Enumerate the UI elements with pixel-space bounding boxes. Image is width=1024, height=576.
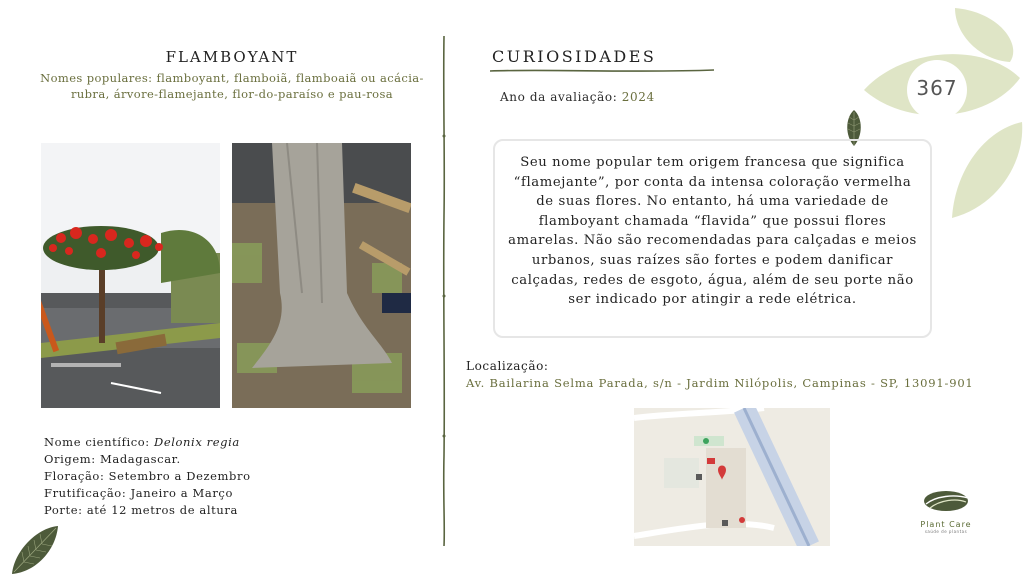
year-label: Ano da avaliação: [500, 90, 622, 104]
column-divider [441, 36, 447, 546]
species-title: FLAMBOYANT [165, 48, 299, 66]
scientific-name-label: Nome científico: [44, 435, 155, 449]
location-map[interactable] [634, 408, 830, 546]
plant-care-logo-icon [920, 488, 972, 514]
location-label: Localização: [466, 359, 549, 373]
curiosities-title: CURIOSIDADES [492, 47, 657, 66]
evaluation-year [500, 90, 655, 104]
plant-care-logo [906, 488, 986, 538]
scientific-name-value: Delonix regia [154, 435, 240, 449]
title-underline [490, 68, 714, 74]
page-number: 367 [916, 76, 958, 100]
popular-names: Nomes populares: flamboyant, flamboiã, flamboaiã ou acácia-rubra, árvore-flamejante, flor-do-paraíso e pau-rosa [40, 71, 424, 101]
location-address: Av. Bailarina Selma Parada, s/n - Jardim Nilópolis, Campinas - SP, 13091-901 [466, 376, 974, 390]
curiosity-text-box: Seu nome popular tem origem francesa que significa “flamejante”, por conta da intensa coloração vermelha de suas flores. No entanto, há uma variedade de flamboyant chamada “flavida” que possui flores amarelas. Não são recomendadas para calçadas e meios urbanos, suas raízes são fortes e podem danificar calçadas, redes de esgoto, água, além de seu porte não ser indicado por atingir a rede elétrica. [493, 139, 932, 338]
size-line: Porte: até 12 metros de altura [44, 503, 238, 517]
fruiting-line: Frutificação: Janeiro a Março [44, 486, 234, 500]
logo-name: Plant Care [920, 520, 972, 529]
logo-subtitle: saúde de plantas [924, 529, 968, 534]
origin-line: Origem: Madagascar. [44, 452, 181, 466]
trunk-roots-photo [232, 143, 411, 408]
scientific-name-line [44, 434, 251, 451]
flowering-line: Floração: Setembro a Dezembro [44, 469, 251, 483]
corner-leaf-icon [8, 522, 62, 576]
flowering-tree-photo [41, 143, 220, 408]
year-value: 2024 [621, 90, 655, 104]
species-facts [44, 434, 251, 519]
